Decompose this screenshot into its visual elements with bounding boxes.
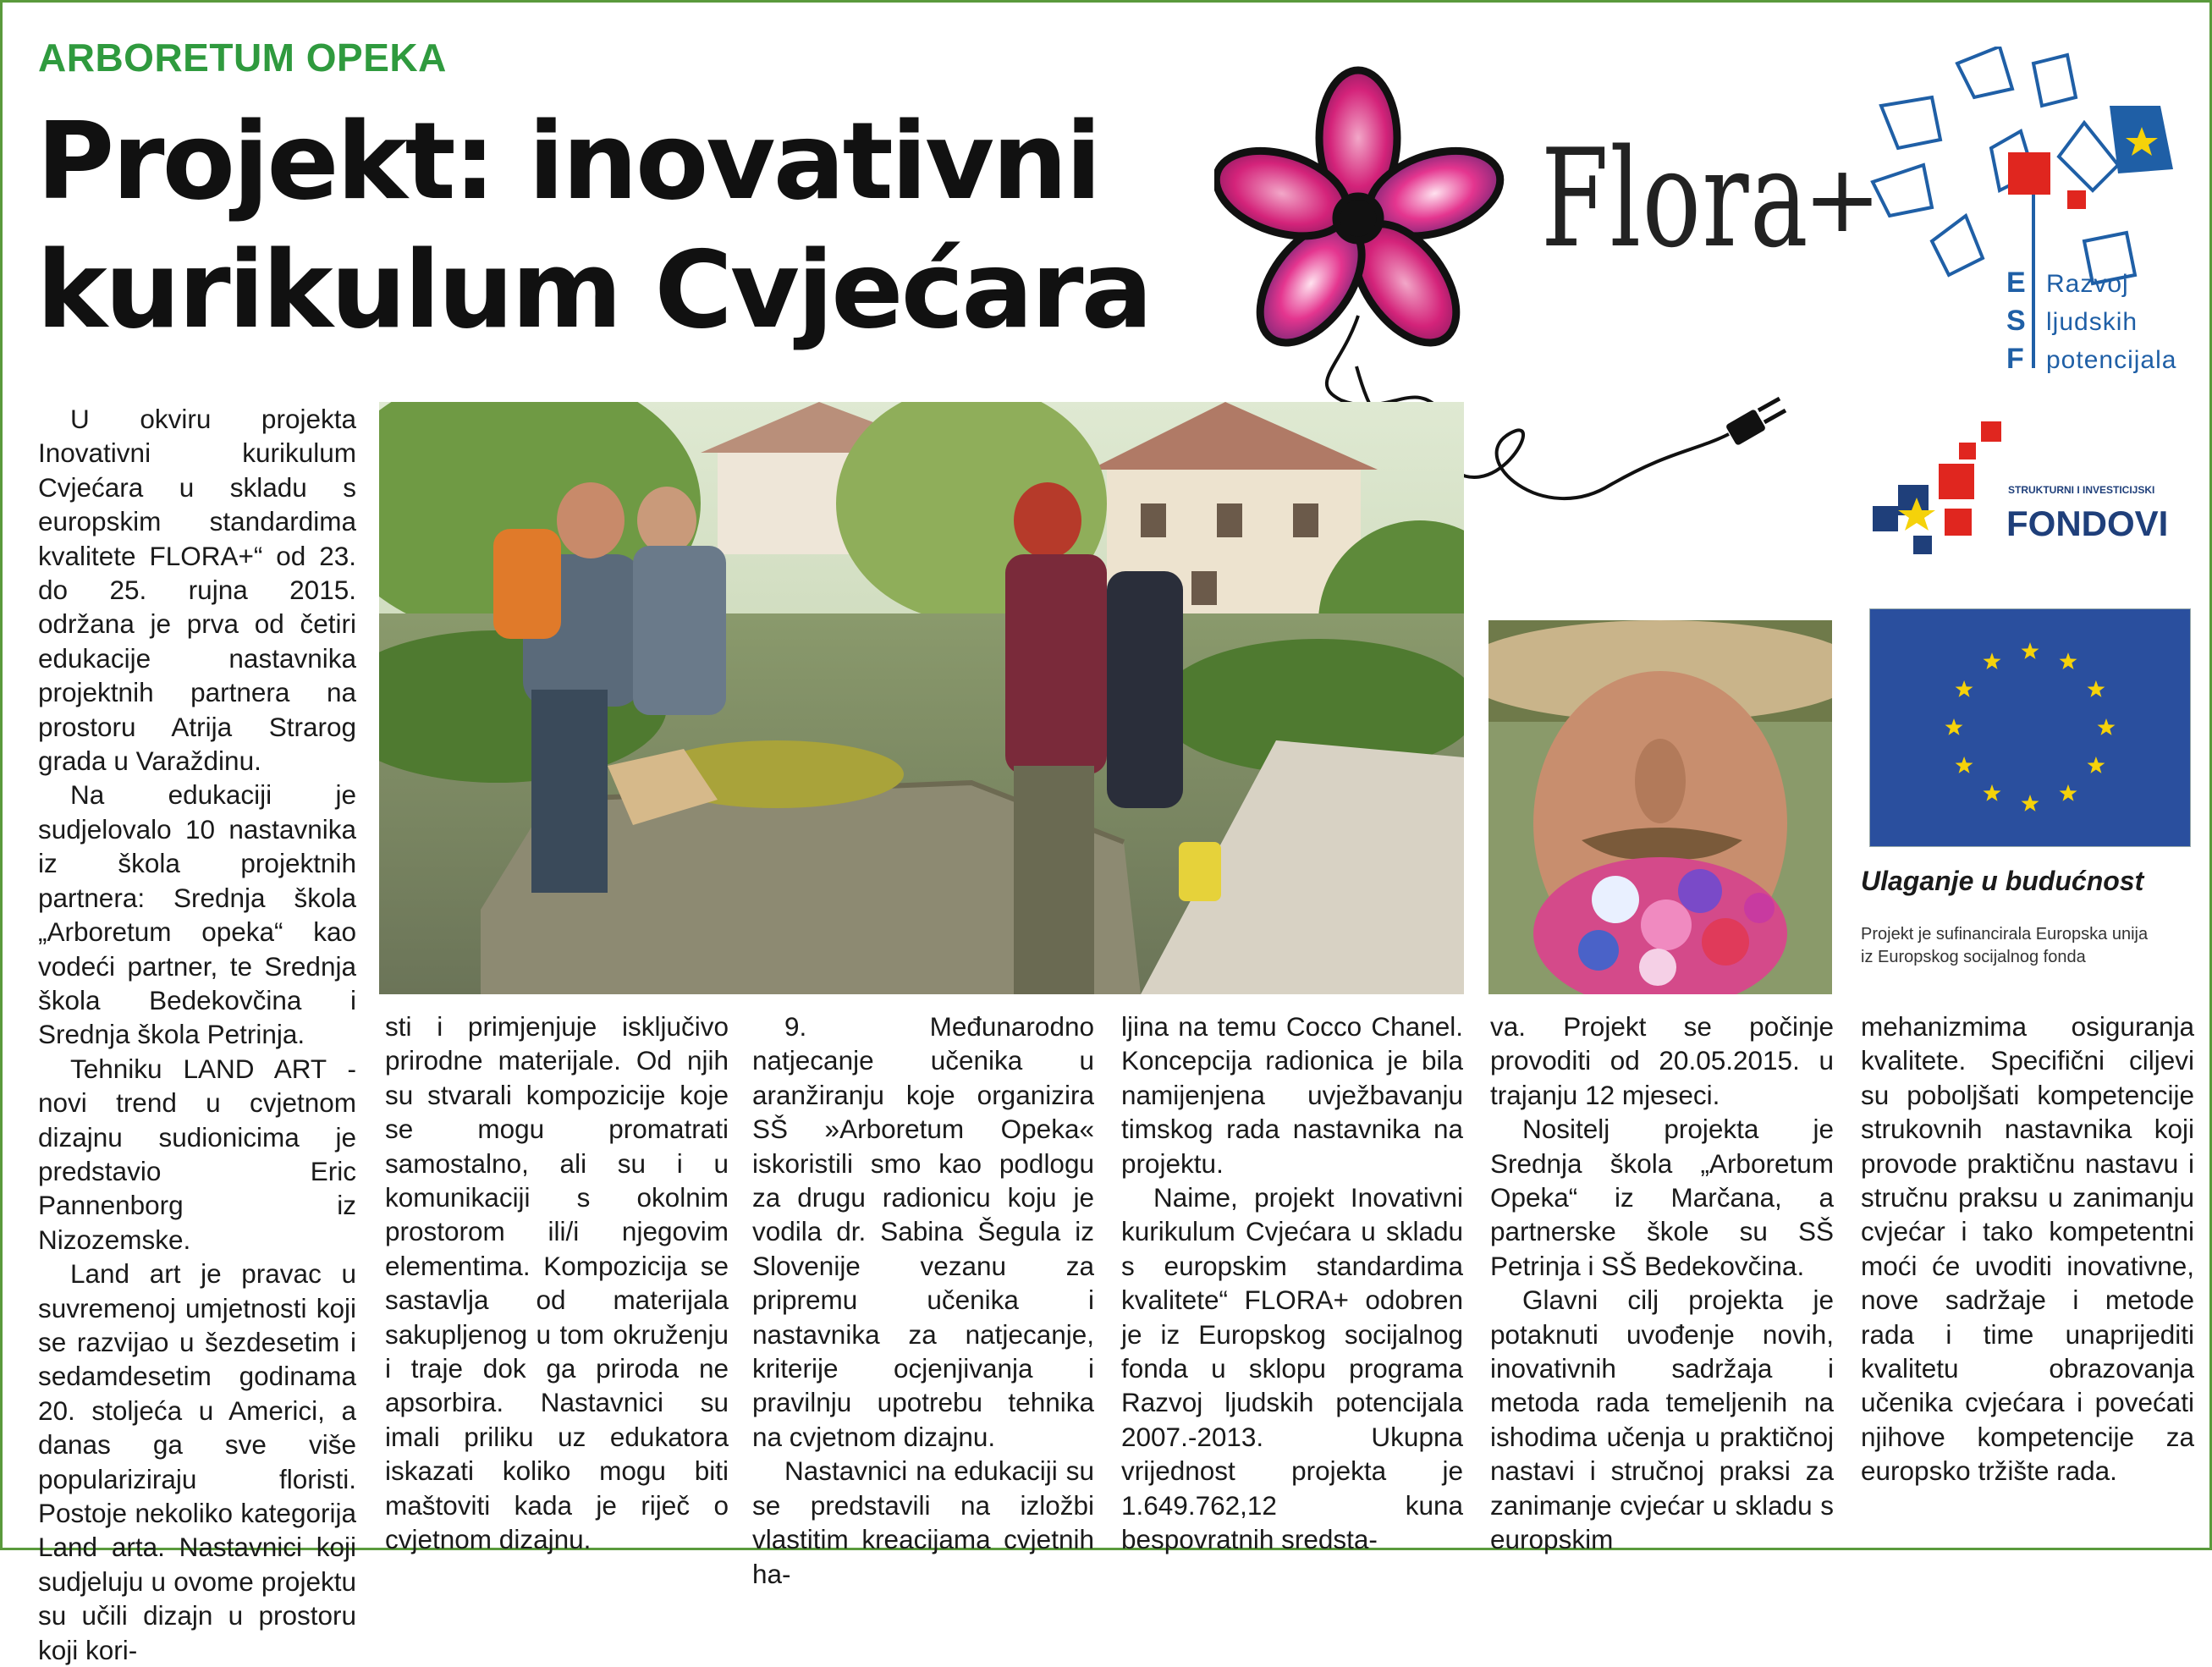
paragraph: mehanizmima osiguranja kvalitete. Specifični ciljevi su poboljšati kompetencije strukovnih nastavnika koji provode praktičnu nastavu i stručnu praksu u zanimanju cvjećar i tako kompetentni moći će uvoditi inovativne, nove sadržaje i metode rada i time unaprijediti kvalitetu obrazovanja učenika cvjećara i povećati njihove kompetencije za europsko tržište rada. bbox=[1861, 1011, 2194, 1487]
paragraph: Glavni cilj projekta je potaknuti uvođenje novih, inovativnih sadržaja i metoda rada temeljenih na ishodima učenja u praktičnoj nastavi i stručnoj praksi za zanimanje cvjećar u skladu s europskim bbox=[1490, 1285, 1834, 1555]
paragraph: Na edukaciji je sudjelovalo 10 nastavnika iz škola projektnih partnera: Srednja škola „Arboretum opeka“ kao vodeći partner, te Srednja škola Bedekovčina i Srednja škola Petrinja. bbox=[38, 779, 356, 1050]
eu-funding-note bbox=[1861, 923, 2199, 969]
paragraph: va. Projekt se počinje provoditi od 20.05.2015. u trajanju 12 mjeseci. bbox=[1490, 1011, 1834, 1110]
article-column-4 bbox=[1121, 1010, 1463, 1557]
esf-letter-s: S bbox=[2006, 305, 2026, 337]
headline-line-2: kurikulum Cvjećara bbox=[36, 228, 1151, 352]
headline bbox=[36, 97, 1221, 355]
paragraph: 9. Međunarodno natjecanje učenika u aranžiranju koje organizira SŠ »Arboretum Opeka« iskoristili smo kao podlogu za drugu radionicu koju je vodila dr. Sabina Šegula iz Slovenije vezanu za pripremu učenika i nastavnika za natjecanje, kriterije ocjenjivanja i pravilnju upotrebu tehnika na cvjetnom dizajnu. bbox=[752, 1011, 1094, 1452]
section-label: ARBORETUM OPEKA bbox=[38, 36, 447, 80]
paragraph: sti i primjenjuje isključivo prirodne materijale. Od njih su stvarali kompozicije koje se mogu promatrati samostalno, ali su i u komunikaciji s okolnim prostorom ili/i njegovim elementima. Kompozicija se sastavlja od materijala sakupljenog u tom okruženju i traje dok ga priroda ne apsorbira. Nastavnici su imali priliku uz edukatora iskazati koliko mogu biti maštoviti kada je riječ o cvjetnom dizajnu. bbox=[385, 1011, 729, 1555]
paragraph: Land art je pravac u suvremenoj umjetnosti koji se razvijao u šezdesetim i sedamdesetim godinama 20. stoljeća u Americi, a danas ga sve više populariziraju floristi. Postoje nekoliko kategorija Land arta. Nastavnici koji sudjeluju u ovome projektu su učili dizajn u prostoru koji kori- bbox=[38, 1258, 356, 1665]
esf-letter-e: E bbox=[2006, 267, 2026, 299]
eu-flag bbox=[1869, 608, 2191, 847]
paragraph: Tehniku LAND ART - novi trend u cvjetnom dizajnu sudionicima je predstavio Eric Pannenborg iz Nizozemske. bbox=[38, 1053, 356, 1255]
paragraph: Nositelj projekta je Srednja škola „Arboretum Opeka“ iz Marčana, a partnerske škole su SŠ Petrinja i SŠ Bedekovčina. bbox=[1490, 1114, 1834, 1281]
eu-slogan: Ulaganje u budućnost bbox=[1861, 866, 2144, 896]
article-column-3 bbox=[752, 1010, 1094, 1591]
flora-wordmark: Flora bbox=[1541, 119, 1810, 278]
article-column-1 bbox=[38, 402, 356, 1667]
paragraph: ljina na temu Cocco Chanel. Koncepcija radionica je bila namijenjena uvježbavanju timskog rada nastavnika na projektu. bbox=[1121, 1011, 1463, 1179]
headline-line-1: Projekt: inovativni bbox=[36, 99, 1100, 223]
paragraph: Nastavnici na edukaciji su se predstavili na izložbi vlastitim kreacijama cvjetnih ha- bbox=[752, 1455, 1094, 1589]
article-column-5 bbox=[1490, 1010, 1834, 1557]
flora-plus-sign: + bbox=[1803, 145, 1882, 253]
fondovi-small-text: STRUKTURNI I INVESTICIJSKI bbox=[2008, 484, 2155, 496]
workshop-photo bbox=[379, 402, 1464, 994]
article-column-2 bbox=[385, 1010, 729, 1557]
esf-letter-f: F bbox=[2006, 343, 2024, 375]
esf-line-2: ljudskih bbox=[2046, 308, 2138, 336]
flower-face-photo bbox=[1488, 620, 1832, 994]
eu-funding-line-1: Projekt je sufinancirala Europska unija bbox=[1861, 925, 2149, 944]
esf-line-3: potencijala bbox=[2046, 346, 2177, 374]
fondovi-big-text: FONDOVI bbox=[2006, 503, 2169, 543]
eu-funding-line-2: iz Europskog socijalnog fonda bbox=[1861, 948, 2086, 966]
paragraph: U okviru projekta Inovativni kurikulum Cvjećara u skladu s europskim standardima kvalitete FLORA+“ od 23. do 25. rujna 2015. održana je prva od četiri edukacije nastavnika projektnih partnera na prostoru Atrija Strarog grada u Varaždinu. bbox=[38, 404, 356, 777]
fondovi-logo bbox=[1864, 417, 2203, 578]
esf-line-1: Razvoj bbox=[2046, 270, 2129, 298]
esf-pinwheel-logo bbox=[1864, 47, 2203, 377]
paragraph: Naime, projekt Inovativni kurikulum Cvjećara u skladu s europskim standardima kvalitete“ FLORA+ odobren je iz Europskog socijalnog fonda u sklopu programa Razvoj ljudskih potencijala 2007.-2013. Ukupna vrijednost projekta je 1.649.762,12 kuna bespovratnih sredsta- bbox=[1121, 1182, 1463, 1555]
article-column-6 bbox=[1861, 1010, 2194, 1488]
